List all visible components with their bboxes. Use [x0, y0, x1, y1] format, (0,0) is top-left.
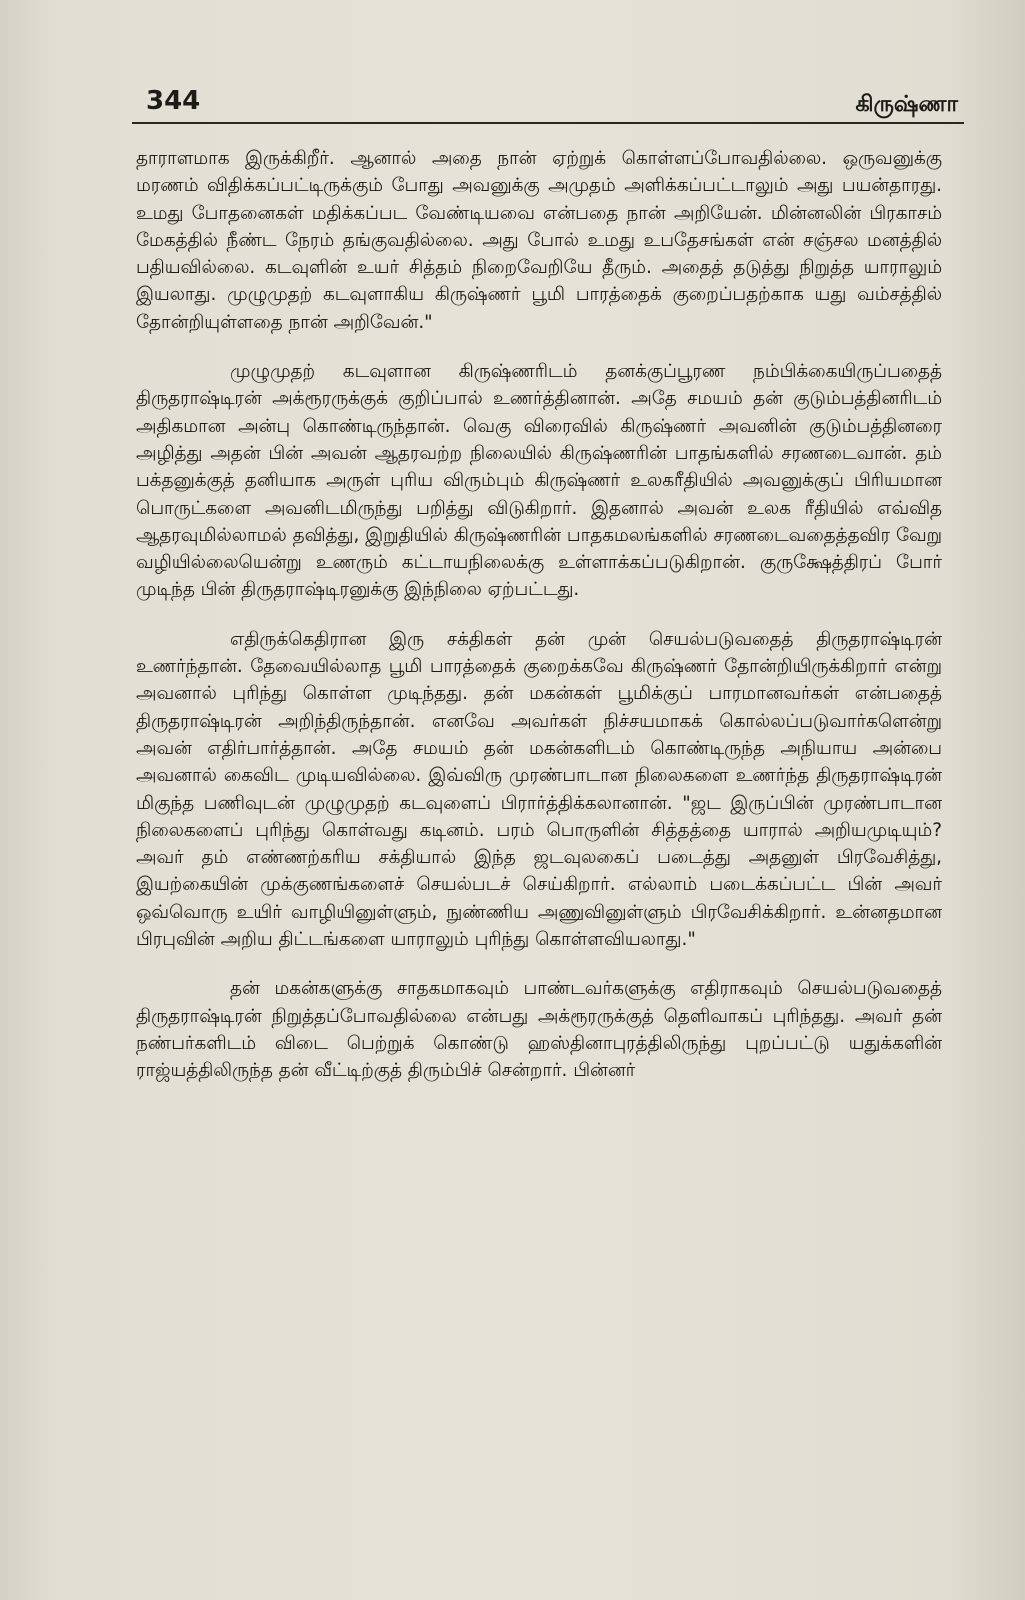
paragraph-4: தன் மகன்களுக்கு சாதகமாகவும் பாண்டவர்களுக்கு எதிராகவும் செயல்படுவதைத் திருதராஷ்டிரன் நிறுத்தப்போவதில்லை என்பது அக்ரூரருக்குத் தெளிவாகப் புரிந்தது. அவர் தன் நண்பர்களிடம் விடை பெற்றுக் கொண்டு ஹஸ்தினாபுரத்திலிருந்து புறப்பட்டு யதுக்களின் ராஜ்யத்திலிருந்த தன் வீட்டிற்குத் திரும்பிச் சென்றார். பின்னர் [136, 978, 943, 1082]
running-title: கிருஷ்ணா [855, 92, 958, 117]
paragraph-2: முழுமுதற் கடவுளான கிருஷ்ணரிடம் தனக்குப்பூரண நம்பிக்கையிருப்பதைத் திருதராஷ்டிரன் அக்ரூரருக்குக் குறிப்பால் உணர்த்தினான். அதே சமயம் தன் குடும்பத்தினரிடம் அதிகமான அன்பு கொண்டிருந்தான். வெகு விரைவில் கிருஷ்ணர் அவனின் குடும்பத்தினரை அழித்து அதன் பின் அவன் ஆதரவற்ற நிலையில் கிருஷ்ணரின் பாதங்களில் சரணடைவான். தம் பக்தனுக்குத் தனியாக அருள் புரிய விரும்பும் கிருஷ்ணர் உலகரீதியில் அவனுக்குப் பிரியமான பொருட்களை அவனிடமிருந்து பறித்து விடுகிறார். இதனால் அவன் உலக ரீதியில் எவ்வித ஆதரவுமில்லாமல் தவித்து, இறுதியில் கிருஷ்ணரின் பாதகமலங்களில் சரணடைவதைத்தவிர வேறு வழியில்லையென்று உணரும் கட்டாயநிலைக்கு உள்ளாக்கப்படுகிறான். குருக்ஷேத்திரப் போர் முடிந்த பின் திருதராஷ்டிரனுக்கு இந்நிலை ஏற்பட்டது. [136, 361, 942, 601]
page-number: 344 [146, 86, 201, 116]
paragraph-1: தாராளமாக இருக்கிறீர். ஆனால் அதை நான் ஏற்றுக் கொள்ளப்போவதில்லை. ஒருவனுக்கு மரணம் விதிக்கப்பட்டிருக்கும் போது அவனுக்கு அமுதம் அளிக்கப்பட்டாலும் அது பயன்தாரது. உமது போதனைகள் மதிக்கப்பட வேண்டியவை என்பதை நான் அறியேன். மின்னலின் பிரகாசம் மேகத்தில் நீண்ட நேரம் தங்குவதில்லை. அது போல் உமது உபதேசங்கள் என் சஞ்சல மனத்தில் பதியவில்லை. கடவுளின் உயர் சித்தம் நிறைவேறியே தீரும். அதைத் தடுத்து நிறுத்த யாராலும் இயலாது. முழுமுதற் கடவுளாகிய கிருஷ்ணர் பூமி பாரத்தைக் குறைப்பதற்காக யது வம்சத்தில் தோன்றியுள்ளதை நான் அறிவேன்." [136, 148, 942, 333]
body-text [136, 145, 942, 1085]
paragraph-3: எதிருக்கெதிரான இரு சக்திகள் தன் முன் செயல்படுவதைத் திருதராஷ்டிரன் உணர்ந்தான். தேவையில்லாத பூமி பாரத்தைக் குறைக்கவே கிருஷ்ணர் தோன்றியிருக்கிறார் என்று அவனால் புரிந்து கொள்ள முடிந்தது. தன் மகன்கள் பூமிக்குப் பாரமானவர்கள் என்பதைத் திருதராஷ்டிரன் அறிந்திருந்தான். எனவே அவர்கள் நிச்சயமாகக் கொல்லப்படுவார்களென்று அவன் எதிர்பார்த்தான். அதே சமயம் தன் மகன்களிடம் கொண்டிருந்த அநியாய அன்பை அவனால் கைவிட முடியவில்லை. இவ்விரு முரண்பாடான நிலைகளை உணர்ந்த திருதராஷ்டிரன் மிகுந்த பணிவுடன் முழுமுதற் கடவுளைப் பிரார்த்திக்கலானான். "ஜட இருப்பின் முரண்பாடான நிலைகளைப் புரிந்து கொள்வது கடினம். பரம் பொருளின் சித்தத்தை யாரால் அறியமுடியும்? அவர் தம் எண்ணற்கரிய சக்தியால் இந்த ஜடவுலகைப் படைத்து அதனுள் பிரவேசித்து, இயற்கையின் முக்குணங்களைச் செயல்படச் செய்கிறார். எல்லாம் படைக்கப்பட்ட பின் அவர் ஒவ்வொரு உயிர் வாழியினுள்ளும், நுண்ணிய அணுவினுள்ளும் பிரவேசிக்கிறார். உன்னதமான பிரபுவின் அறிய திட்டங்களை யாராலும் புரிந்து கொள்ளவியலாது." [136, 628, 942, 951]
page-header [132, 82, 964, 124]
